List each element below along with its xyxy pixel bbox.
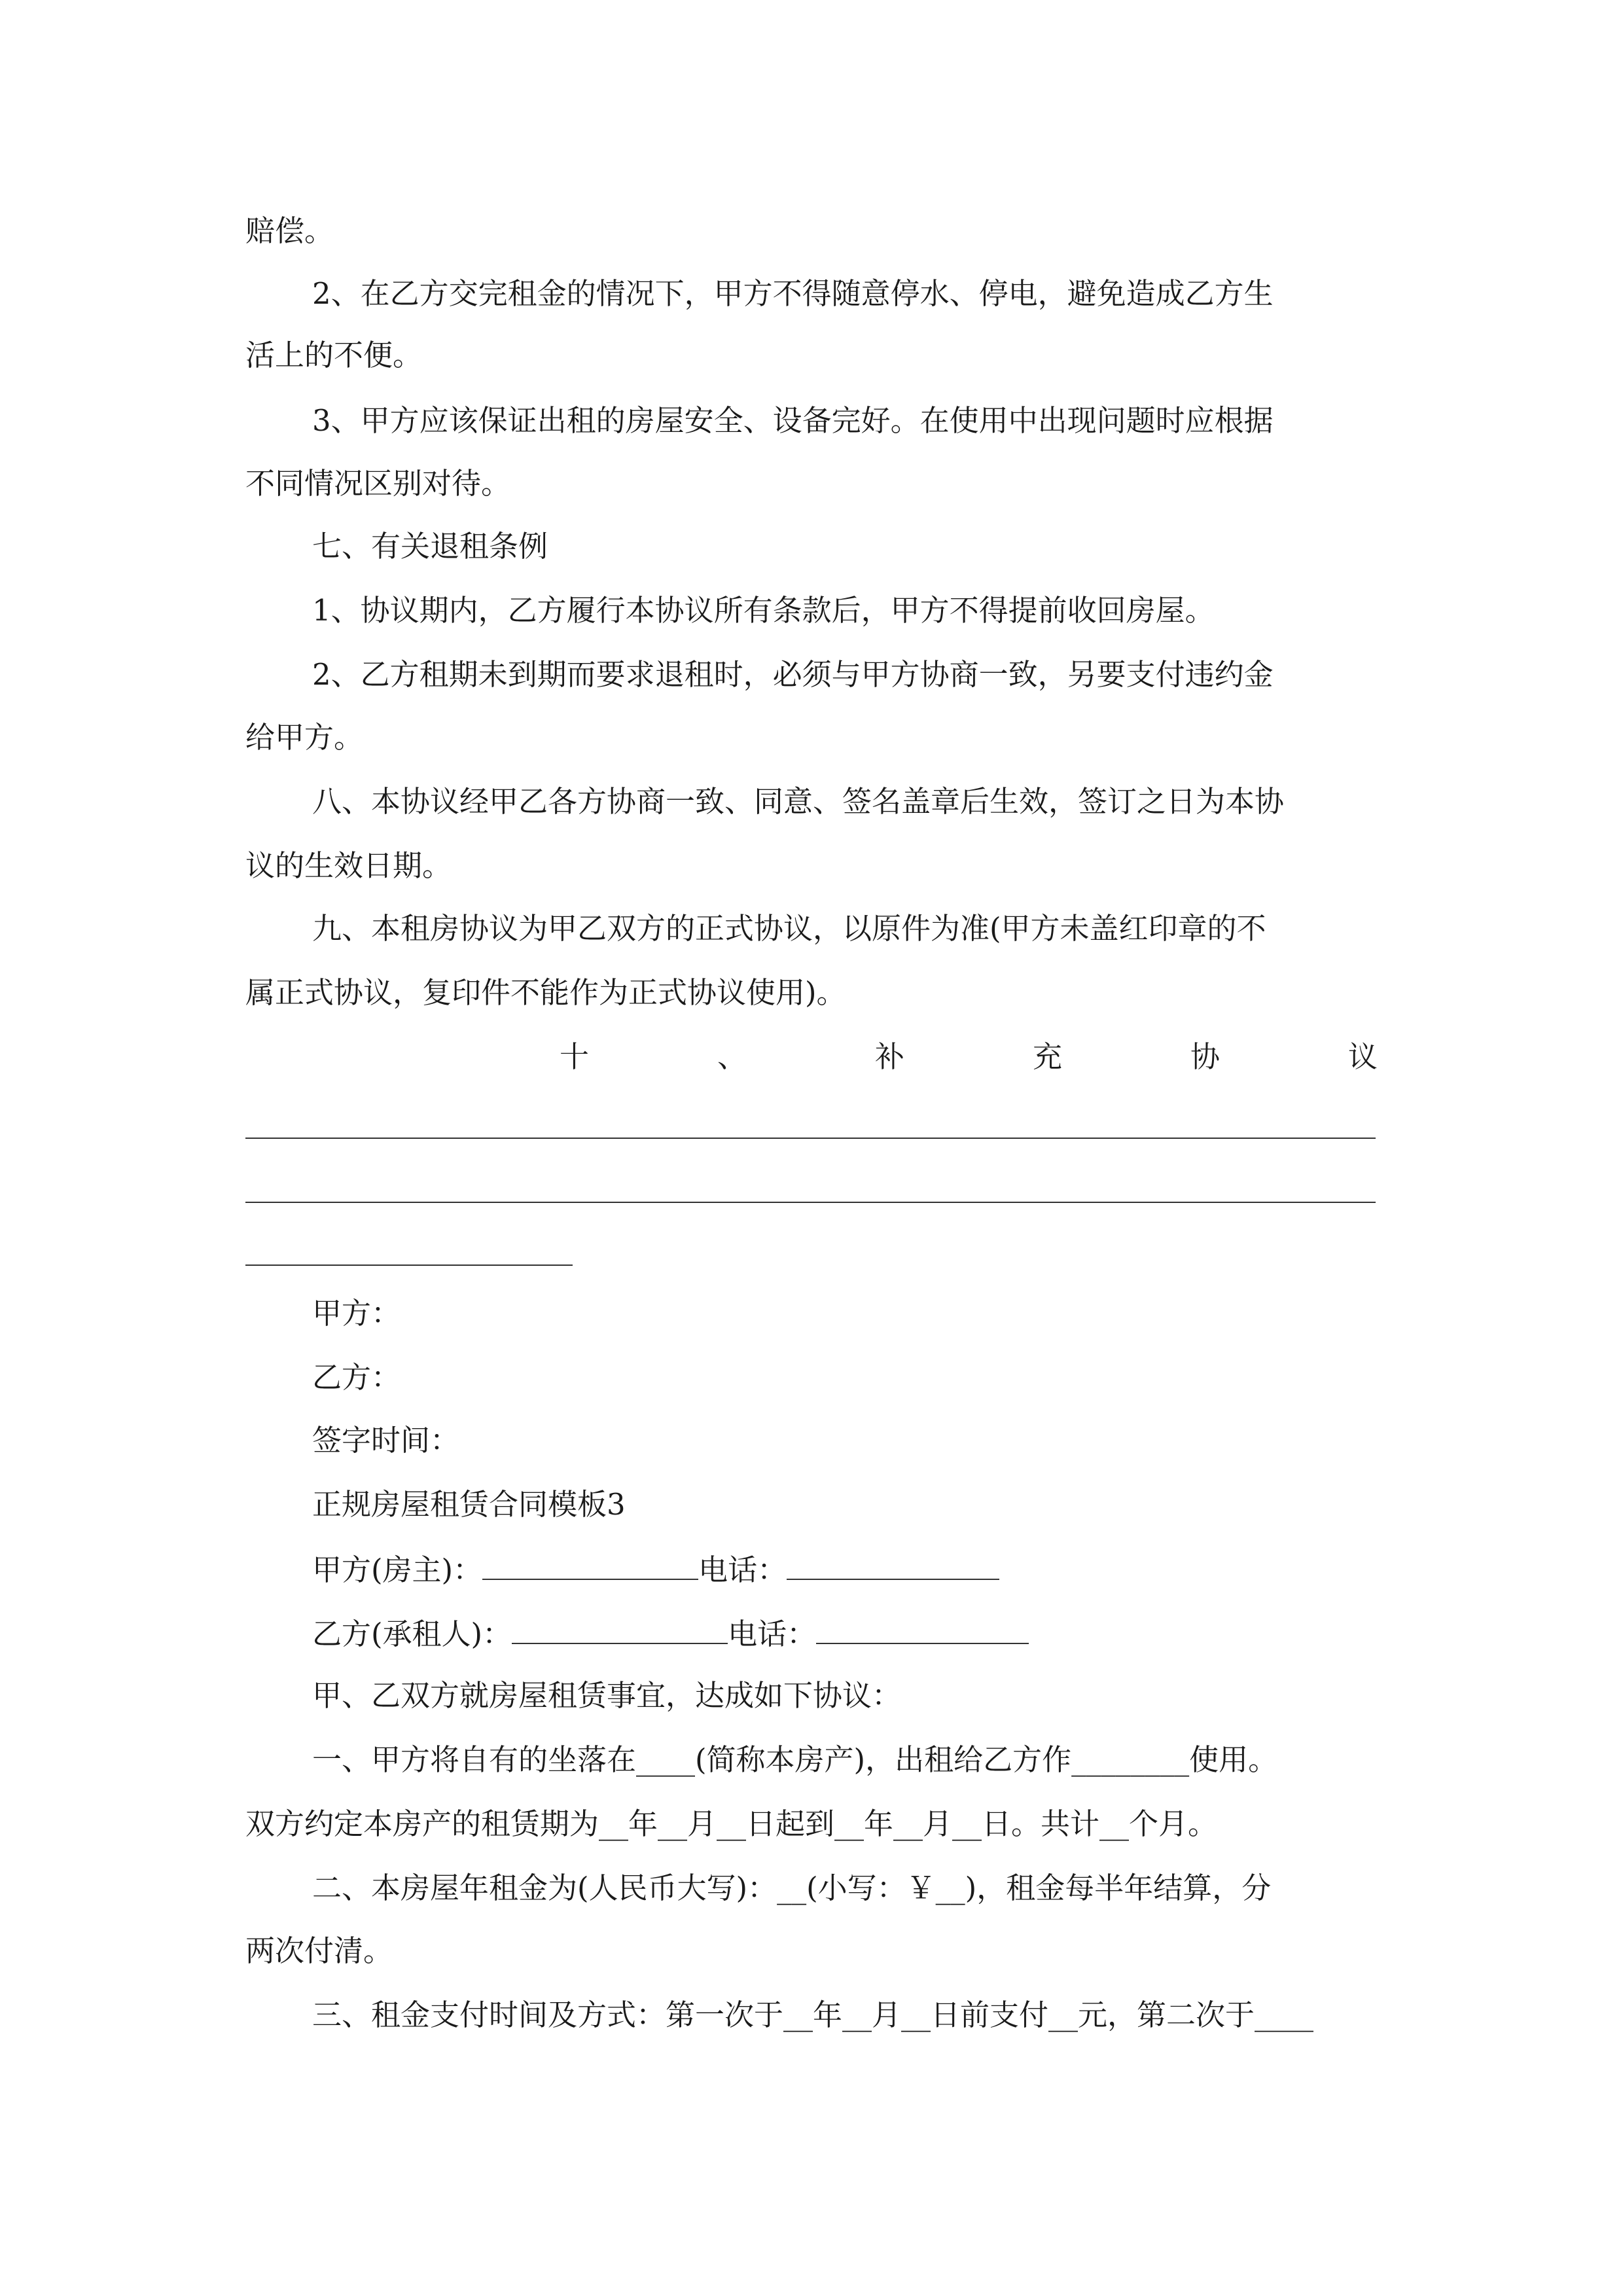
landlord-phone-label: 电话： xyxy=(698,1552,787,1587)
clause-1: 一、甲方将自有的坐落在____(简称本房产)，出租给乙方作________使用。 xyxy=(312,1742,1278,1777)
text-line: 活上的不便。 xyxy=(245,338,423,372)
clause-6-3: 3、甲方应该保证出租的房屋安全、设备完好。在使用中出现问题时应根据 xyxy=(312,403,1274,438)
landlord-name-blank xyxy=(482,1554,698,1580)
text-line: 双方约定本房产的租赁期为__年__月__日起到__年__月__日。共计__个月。 xyxy=(245,1806,1218,1841)
party-a-signature: 甲方： xyxy=(312,1296,401,1331)
supplement-blank-line xyxy=(245,1202,1376,1203)
heading-char: 十 xyxy=(560,1039,590,1074)
agreement-intro: 甲、乙双方就房屋租赁事宜，达成如下协议： xyxy=(312,1678,902,1713)
tenant-name-blank xyxy=(512,1618,728,1644)
section-7-heading: 七、有关退租条例 xyxy=(312,529,548,564)
text-line: 给甲方。 xyxy=(245,720,364,755)
supplement-blank-line xyxy=(245,1265,573,1266)
clause-7-2: 2、乙方租期未到期而要求退租时，必须与甲方协商一致，另要支付违约金 xyxy=(312,657,1274,692)
section-9: 九、本租房协议为甲乙双方的正式协议，以原件为准(甲方未盖红印章的不 xyxy=(312,911,1266,946)
clause-3: 三、租金支付时间及方式：第一次于__年__月__日前支付__元，第二次于____ xyxy=(312,1998,1314,2032)
tenant-phone-label: 电话： xyxy=(728,1617,817,1651)
text-line: 不同情况区别对待。 xyxy=(245,466,511,501)
tenant-label: 乙方(承租人)： xyxy=(312,1617,512,1651)
section-8: 八、本协议经甲乙各方协商一致、同意、签名盖章后生效，签订之日为本协 xyxy=(312,784,1285,819)
clause-6-2: 2、在乙方交完租金的情况下，甲方不得随意停水、停电，避免造成乙方生 xyxy=(312,276,1274,311)
clause-7-1: 1、协议期内，乙方履行本协议所有条款后，甲方不得提前收回房屋。 xyxy=(312,593,1215,628)
landlord-label: 甲方(房主)： xyxy=(312,1552,483,1587)
landlord-line xyxy=(312,1554,1378,1585)
party-b-signature: 乙方： xyxy=(312,1360,401,1395)
clause-2: 二、本房屋年租金为(人民币大写)：__(小写：￥__)，租金每半年结算，分 xyxy=(312,1871,1272,1905)
heading-char: 充 xyxy=(1032,1039,1062,1074)
text-line: 属正式协议，复印件不能作为正式协议使用)。 xyxy=(245,975,846,1010)
supplement-blank-line xyxy=(245,1138,1376,1139)
text-line: 两次付清。 xyxy=(245,1933,393,1968)
template-title: 正规房屋租赁合同模板3 xyxy=(312,1487,626,1522)
text-line: 赔偿。 xyxy=(245,213,334,248)
text-line: 议的生效日期。 xyxy=(245,848,452,883)
heading-char: 补 xyxy=(874,1039,904,1074)
heading-char: 、 xyxy=(717,1039,747,1074)
heading-char: 协 xyxy=(1190,1039,1220,1074)
sign-date: 签字时间： xyxy=(312,1423,460,1458)
supplement-heading xyxy=(560,1039,1378,1074)
landlord-phone-blank xyxy=(787,1554,999,1580)
heading-char: 议 xyxy=(1347,1039,1378,1074)
tenant-line xyxy=(312,1618,1378,1649)
tenant-phone-blank xyxy=(816,1618,1029,1644)
